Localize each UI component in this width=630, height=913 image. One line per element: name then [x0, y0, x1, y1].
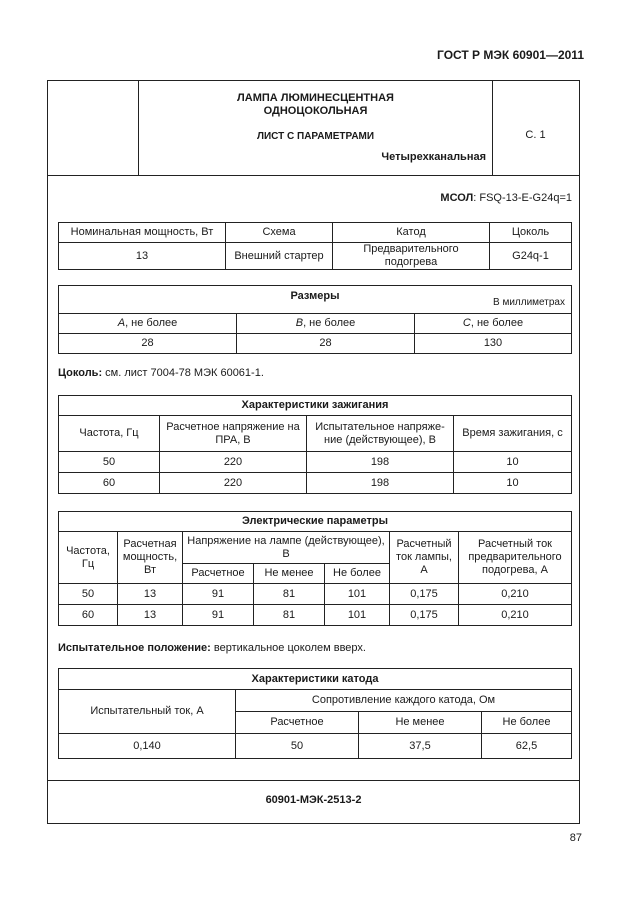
header-el-power: Расчетная мощность, Вт — [118, 532, 183, 584]
electrical-table — [58, 511, 572, 626]
sheet-page: С. 1 — [525, 129, 546, 141]
sheet-title: ЛИСТ С ПАРАМЕТРАМИ — [256, 131, 375, 142]
test-position-note — [58, 642, 366, 654]
standard-code: ГОСТ Р МЭК 60901—2011 — [437, 48, 584, 62]
el-current: 0,175 — [390, 584, 459, 605]
table-row — [59, 605, 572, 626]
base-note-text: см. лист 7004-78 МЭК 60061-1. — [102, 367, 264, 379]
header-dim-c — [415, 314, 572, 334]
header-circuit: Схема — [226, 223, 333, 243]
el-power: 13 — [118, 605, 183, 626]
value-cathode: Предварительного подогрева — [333, 243, 490, 270]
sheet-header-title-cell — [138, 81, 493, 175]
base-note — [58, 367, 264, 379]
el-voltage-min: 81 — [254, 584, 325, 605]
el-current: 0,175 — [390, 605, 459, 626]
table-row — [59, 584, 572, 605]
main-parameters-table — [58, 222, 572, 270]
cat-max: 62,5 — [482, 734, 572, 759]
ign-rated-voltage: 220 — [160, 452, 307, 473]
cat-min: 37,5 — [359, 734, 482, 759]
table-row — [59, 473, 572, 494]
msol-label: МСОЛ — [440, 192, 474, 204]
cathode-table — [58, 668, 572, 759]
ignition-table — [58, 395, 572, 494]
sheet-header — [48, 81, 579, 176]
ignition-title: Характеристики зажигания — [59, 396, 572, 416]
test-position-label: Испытательное положение: — [58, 642, 211, 654]
dimensions-title: Размеры — [290, 290, 340, 302]
lamp-title-line1: ЛАМПА ЛЮМИНЕСЦЕНТНАЯ — [237, 92, 394, 104]
table-row — [59, 734, 572, 759]
value-base: G24q-1 — [490, 243, 572, 270]
header-cat-rated: Расчетное — [236, 712, 359, 734]
header-base: Цоколь — [490, 223, 572, 243]
el-preheat: 0,210 — [459, 605, 572, 626]
sheet-id: 60901-МЭК-2513-2 — [265, 794, 362, 806]
cat-test-current: 0,140 — [59, 734, 236, 759]
table-row — [59, 452, 572, 473]
el-voltage-rated: 91 — [183, 605, 254, 626]
dimensions-title-cell — [59, 286, 572, 314]
header-dim-c-rest: , не более — [470, 317, 524, 329]
sheet-footer — [48, 780, 579, 823]
header-ign-time: Время зажигания, с — [454, 416, 572, 452]
lamp-subtitle: Четырехканальная — [381, 151, 486, 163]
header-dim-c-var: C — [462, 317, 471, 329]
el-voltage-min: 81 — [254, 605, 325, 626]
header-dim-b-var: B — [295, 317, 304, 329]
header-dim-a — [59, 314, 237, 334]
header-dim-a-rest: , не более — [125, 317, 178, 329]
header-cat-max: Не более — [482, 712, 572, 734]
header-dim-b — [237, 314, 415, 334]
base-note-label: Цоколь: — [58, 367, 103, 379]
page-number: 87 — [569, 832, 582, 844]
ign-frequency: 50 — [59, 452, 160, 473]
el-frequency: 50 — [59, 584, 118, 605]
header-el-current: Расчетный ток лампы, А — [390, 532, 459, 584]
el-voltage-max: 101 — [325, 584, 390, 605]
header-el-preheat: Расчетный ток предварительного подогрева, А — [459, 532, 572, 584]
header-el-max: Не более — [325, 564, 390, 584]
el-frequency: 60 — [59, 605, 118, 626]
dimensions-unit: В миллиметрах — [493, 297, 565, 308]
header-cat-resistance: Сопротивление каждого катода, Ом — [236, 690, 572, 712]
header-dim-b-rest: , не более — [303, 317, 356, 329]
el-power: 13 — [118, 584, 183, 605]
ign-frequency: 60 — [59, 473, 160, 494]
cat-rated: 50 — [236, 734, 359, 759]
msol-line — [440, 192, 572, 204]
electrical-title: Электрические параметры — [59, 512, 572, 532]
value-circuit: Внешний стартер — [226, 243, 333, 270]
header-el-frequency: Частота, Гц — [59, 532, 118, 584]
msol-value: : FSQ-13-E-G24q=1 — [473, 192, 572, 204]
header-cat-test-current: Испытательный ток, А — [59, 690, 236, 734]
ign-test-voltage: 198 — [307, 452, 454, 473]
header-el-voltage: Напряжение на лампе (действующее), В — [183, 532, 390, 564]
header-cathode: Катод — [333, 223, 490, 243]
header-el-rated: Расчетное — [183, 564, 254, 584]
lamp-title — [139, 92, 492, 118]
el-voltage-max: 101 — [325, 605, 390, 626]
ign-time: 10 — [454, 473, 572, 494]
ign-time: 10 — [454, 452, 572, 473]
value-power: 13 — [59, 243, 226, 270]
header-power: Номинальная мощность, Вт — [59, 223, 226, 243]
value-dim-c: 130 — [415, 334, 572, 354]
header-el-min: Не менее — [254, 564, 325, 584]
el-preheat: 0,210 — [459, 584, 572, 605]
header-cat-min: Не менее — [359, 712, 482, 734]
dimensions-table — [58, 285, 572, 354]
header-ign-rated-voltage: Расчетное напряжение на ПРА, В — [160, 416, 307, 452]
value-dim-a: 28 — [59, 334, 237, 354]
header-dim-a-var: A — [117, 317, 126, 329]
test-position-text: вертикальное цоколем вверх. — [210, 642, 366, 654]
cathode-title: Характеристики катода — [59, 669, 572, 690]
value-dim-b: 28 — [237, 334, 415, 354]
lamp-title-line2: ОДНОЦОКОЛЬНАЯ — [263, 105, 368, 117]
ign-test-voltage: 198 — [307, 473, 454, 494]
ign-rated-voltage: 220 — [160, 473, 307, 494]
el-voltage-rated: 91 — [183, 584, 254, 605]
header-ign-frequency: Частота, Гц — [59, 416, 160, 452]
header-ign-test-voltage: Испытательное напряже-ние (действующее), В — [307, 416, 454, 452]
